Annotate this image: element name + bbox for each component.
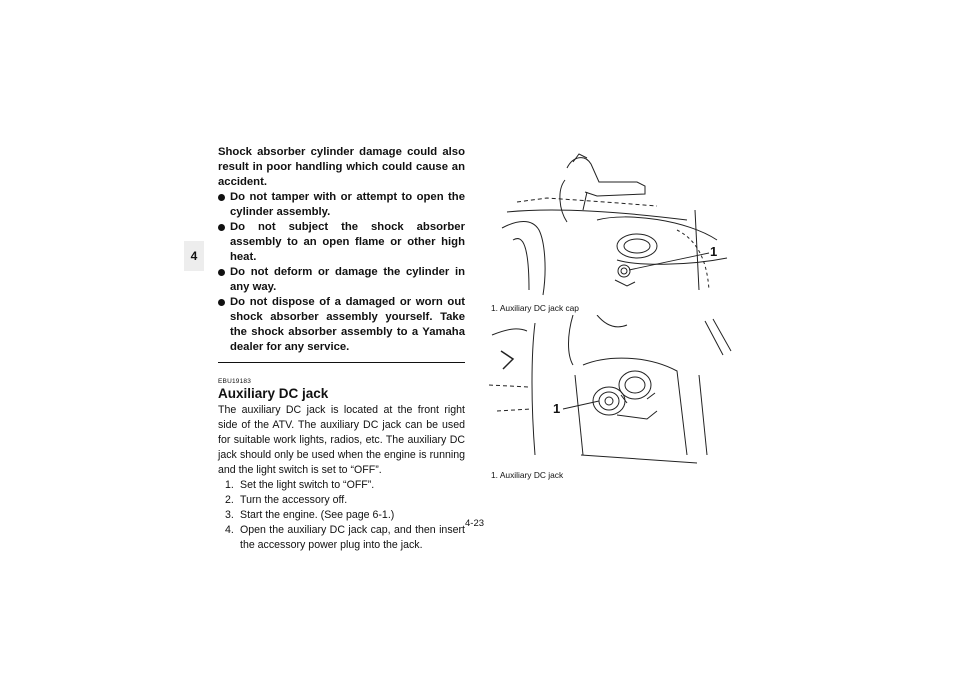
step-item xyxy=(218,508,465,523)
warning-item-text: Do not subject the shock absorber assembly to an open flame or other high heat. xyxy=(230,221,465,263)
warning-item-text: Do not tamper with or attempt to open the cylinder assembly. xyxy=(230,191,465,218)
warning-item xyxy=(218,220,465,265)
section-body: The auxiliary DC jack is located at the front right side of the ATV. The auxiliary DC jack can be used for suitable work lights, radios, etc. The auxiliary DC jack should only be used when the engine is running and the light switch is set to “OFF”. xyxy=(218,404,465,476)
step-item xyxy=(218,478,465,493)
bullet-icon xyxy=(218,194,225,201)
figure1-callout: 1 xyxy=(710,244,718,259)
step-text: Set the light switch to “OFF”. xyxy=(240,479,375,491)
step-number: 1. xyxy=(225,479,234,491)
dc-jack-illustration xyxy=(487,315,732,465)
step-text: Start the engine. (See page 6-1.) xyxy=(240,509,395,521)
left-column xyxy=(218,145,465,553)
section-divider xyxy=(218,362,465,363)
chapter-tab xyxy=(184,241,204,271)
steps-list xyxy=(218,478,465,553)
section-code: EBU19183 xyxy=(218,378,252,385)
section-title: Auxiliary DC jack xyxy=(218,386,329,401)
chapter-number: 4 xyxy=(190,249,198,263)
step-number: 4. xyxy=(225,524,234,536)
warning-item xyxy=(218,265,465,295)
step-text: Open the auxiliary DC jack cap, and then insert the accessory power plug into the jack. xyxy=(240,524,465,551)
step-text: Turn the accessory off. xyxy=(240,494,348,506)
dc-jack-cap-illustration xyxy=(487,150,732,300)
step-number: 2. xyxy=(225,494,234,506)
warning-item xyxy=(218,295,465,355)
warning-intro: Shock absorber cylinder damage could also result in poor handling which could cause an accident. xyxy=(218,146,465,188)
step-number: 3. xyxy=(225,509,234,521)
step-item xyxy=(218,523,465,553)
warning-item xyxy=(218,190,465,220)
figure1-caption: 1. Auxiliary DC jack cap xyxy=(491,303,579,313)
bullet-icon xyxy=(218,299,225,306)
bullet-icon xyxy=(218,224,225,231)
figure2-callout: 1 xyxy=(553,401,561,416)
bullet-icon xyxy=(218,269,225,276)
warning-item-text: Do not dispose of a damaged or worn out shock absorber assembly yourself. Take the shock absorber assembly to a Yamaha dealer for any service. xyxy=(230,296,465,353)
step-item xyxy=(218,493,465,508)
page-number: 4-23 xyxy=(465,518,485,529)
warning-item-text: Do not deform or damage the cylinder in any way. xyxy=(230,266,465,293)
warning-list xyxy=(218,190,465,355)
figure2-caption: 1. Auxiliary DC jack xyxy=(491,470,564,480)
